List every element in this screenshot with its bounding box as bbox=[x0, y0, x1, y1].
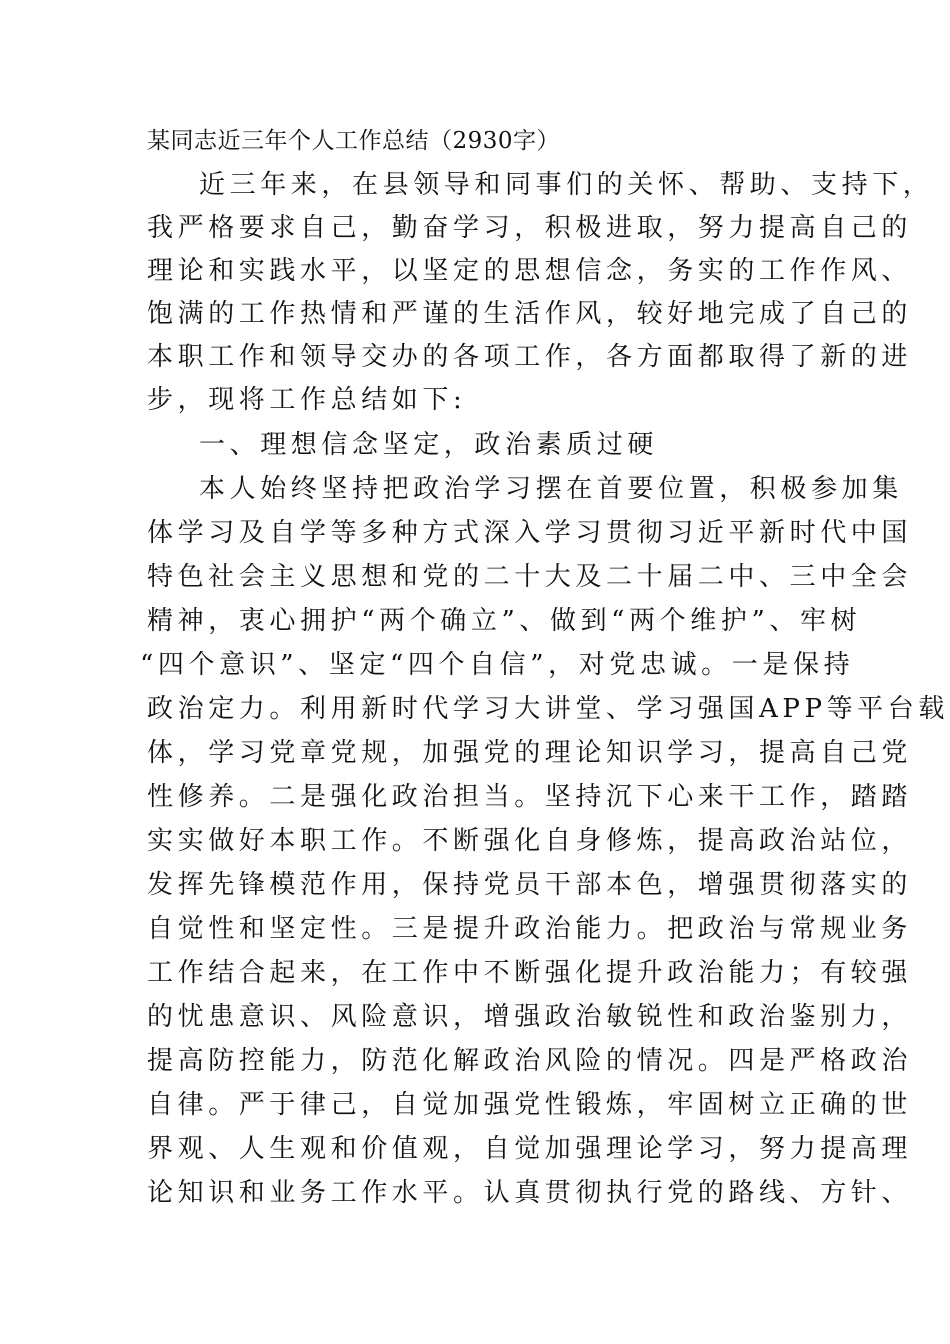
paragraph-line: 体，学习党章党规，加强党的理论知识学习，提高自己党 bbox=[147, 738, 913, 768]
paragraph-line: 工作结合起来，在工作中不断强化提升政治能力；有较强 bbox=[147, 958, 913, 988]
paragraph-line: 界观、人生观和价值观，自觉加强理论学习，努力提高理 bbox=[147, 1134, 913, 1164]
paragraph-line: “四个意识”、坚定“四个自信”，对党忠诚。一是保持 bbox=[140, 650, 855, 680]
paragraph-line: 的忧患意识、风险意识，增强政治敏锐性和政治鉴别力， bbox=[147, 1002, 913, 1032]
paragraph-line: 自律。严于律己，自觉加强党性锻炼，牢固树立正确的世 bbox=[147, 1090, 913, 1120]
paragraph-line: 近三年来，在县领导和同事们的关怀、帮助、支持下， bbox=[199, 170, 934, 200]
paragraph-line: 理论和实践水平，以坚定的思想信念，务实的工作作风、 bbox=[147, 256, 913, 286]
paragraph-line: 论知识和业务工作水平。认真贯彻执行党的路线、方针、 bbox=[147, 1178, 913, 1208]
paragraph-line: 性修养。二是强化政治担当。坚持沉下心来干工作，踏踏 bbox=[147, 782, 913, 812]
paragraph-line: 本人始终坚持把政治学习摆在首要位置，积极参加集 bbox=[199, 474, 903, 504]
paragraph-line: 实实做好本职工作。不断强化自身修炼，提高政治站位， bbox=[147, 826, 913, 856]
paragraph-line: 体学习及自学等多种方式深入学习贯彻习近平新时代中国 bbox=[147, 518, 913, 548]
section-heading: 一、理想信念坚定，政治素质过硬 bbox=[199, 430, 659, 460]
paragraph-line: 步，现将工作总结如下: bbox=[147, 385, 467, 415]
paragraph-line: 本职工作和领导交办的各项工作，各方面都取得了新的进 bbox=[147, 342, 913, 372]
paragraph-line: 精神，衷心拥护“两个确立”、做到“两个维护”、牢树 bbox=[147, 606, 862, 636]
document-title: 某同志近三年个人工作总结（2930字） bbox=[147, 128, 561, 154]
paragraph-line: 自觉性和坚定性。三是提升政治能力。把政治与常规业务 bbox=[147, 914, 913, 944]
paragraph-line: 政治定力。利用新时代学习大讲堂、学习强国APP等平台载 bbox=[147, 694, 949, 724]
paragraph-line: 特色社会主义思想和党的二十大及二十届二中、三中全会 bbox=[147, 562, 913, 592]
paragraph-line: 提高防控能力，防范化解政治风险的情况。四是严格政治 bbox=[147, 1046, 913, 1076]
paragraph-line: 发挥先锋模范作用，保持党员干部本色，增强贯彻落实的 bbox=[147, 870, 913, 900]
paragraph-line: 我严格要求自己，勤奋学习，积极进取，努力提高自己的 bbox=[147, 213, 913, 243]
paragraph-line: 饱满的工作热情和严谨的生活作风，较好地完成了自己的 bbox=[147, 299, 913, 329]
